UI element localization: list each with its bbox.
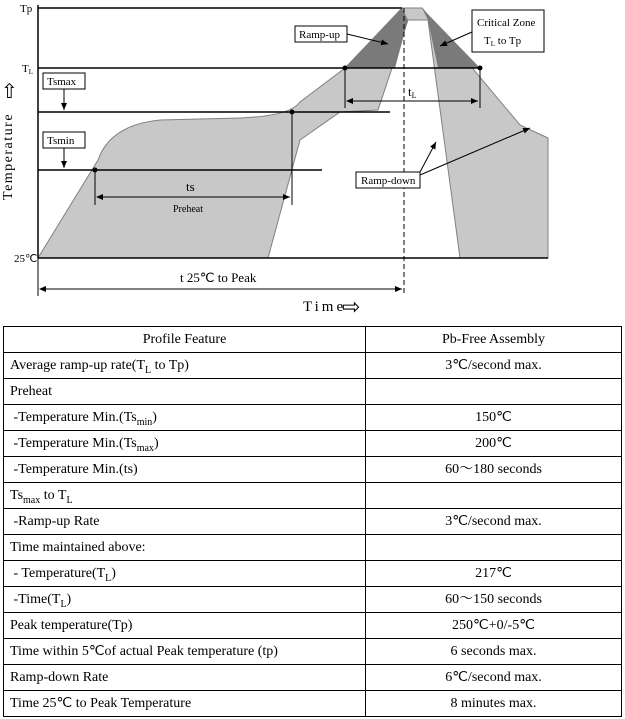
value-cell: 200℃	[366, 431, 622, 457]
table-row	[4, 561, 622, 587]
table-row	[4, 665, 622, 691]
table-row	[4, 587, 622, 613]
y-axis-up-arrow-icon: ⇧	[1, 81, 18, 103]
reflow-profile-diagram	[0, 0, 625, 322]
value-cell: 6℃/second max.	[366, 665, 622, 691]
tl-right-dot	[478, 66, 483, 71]
t25-peak-label: t 25℃ to Peak	[180, 270, 257, 285]
table-row	[4, 353, 622, 379]
value-cell: 150℃	[366, 405, 622, 431]
value-cell: 250℃+0/-5℃	[366, 613, 622, 639]
ts-label: ts	[186, 179, 195, 194]
value-cell: 60～180 seconds	[366, 457, 622, 483]
feature-cell: -Temperature $Min.(Ts_{min})$	[4, 405, 366, 431]
table-row	[4, 639, 622, 665]
table-row	[4, 613, 622, 639]
value-cell: 8 minutes max.	[366, 691, 622, 717]
header-profile-feature: Profile Feature	[4, 327, 366, 353]
ramp-up-label: Ramp-up	[299, 29, 340, 41]
preheat-label: Preheat	[173, 204, 203, 215]
feature-cell: Time maintained above:	[4, 535, 366, 561]
table-row	[4, 535, 622, 561]
critical-zone-label-line1: Critical Zone	[477, 17, 536, 29]
value-cell	[366, 483, 622, 509]
feature-cell: Time within 5℃of actual Peak temperature (tp)	[4, 639, 366, 665]
critical-zone-left	[345, 8, 408, 68]
feature-cell: -Ramp-up Rate	[4, 509, 366, 535]
feature-cell: Preheat	[4, 379, 366, 405]
value-cell	[366, 379, 622, 405]
critical-zone-label-line2: TL to Tp	[484, 35, 522, 48]
table-row	[4, 457, 622, 483]
ts-right-dot	[290, 110, 295, 115]
ts-left-dot	[93, 168, 98, 173]
table-row	[4, 483, 622, 509]
feature-cell: Average ramp-up $rate(T_L$ to Tp)	[4, 353, 366, 379]
value-cell: 60～150 seconds	[366, 587, 622, 613]
tick-tl: TL	[22, 63, 34, 76]
table-row	[4, 405, 622, 431]
value-cell: 6 seconds max.	[366, 639, 622, 665]
feature-cell: -Temperature Min.(ts)	[4, 457, 366, 483]
x-axis-label: Time	[303, 299, 347, 315]
header-pb-free-assembly: Pb-Free Assembly	[366, 327, 622, 353]
tl-left-dot	[343, 66, 348, 71]
ramp-down-pointer-2	[420, 142, 436, 172]
x-axis-right-arrow-icon: ⇨	[342, 294, 361, 319]
table-row	[4, 431, 622, 457]
table-row	[4, 691, 622, 717]
table-row	[4, 379, 622, 405]
tick-25: 25℃	[14, 253, 38, 265]
value-cell: 217℃	[366, 561, 622, 587]
ramp-down-label: Ramp-down	[361, 175, 416, 187]
value-cell	[366, 535, 622, 561]
tick-tp: Tp	[20, 3, 33, 15]
table-body	[4, 353, 622, 717]
value-cell: 3℃/second max.	[366, 353, 622, 379]
tsmin-label: Tsmin	[47, 135, 75, 147]
feature-cell: Time 25℃ to Peak Temperature	[4, 691, 366, 717]
feature-cell: Peak temperature(Tp)	[4, 613, 366, 639]
table-header-row	[4, 327, 622, 353]
tl-label: tL	[408, 84, 417, 100]
feature-cell: $-Time(T_L)$	[4, 587, 366, 613]
feature-cell: Ramp-down Rate	[4, 665, 366, 691]
tsmax-label: Tsmax	[47, 76, 77, 88]
y-axis-label: Temperature	[1, 112, 16, 200]
feature-cell: $Ts_{max}$ to $T_L$	[4, 483, 366, 509]
reflow-profile-table	[3, 326, 622, 717]
value-cell: 3℃/second max.	[366, 509, 622, 535]
feature-cell: -Temperature $Min.(Ts_{max})$	[4, 431, 366, 457]
feature-cell: - $Temperature(T_L)$	[4, 561, 366, 587]
table-row	[4, 509, 622, 535]
